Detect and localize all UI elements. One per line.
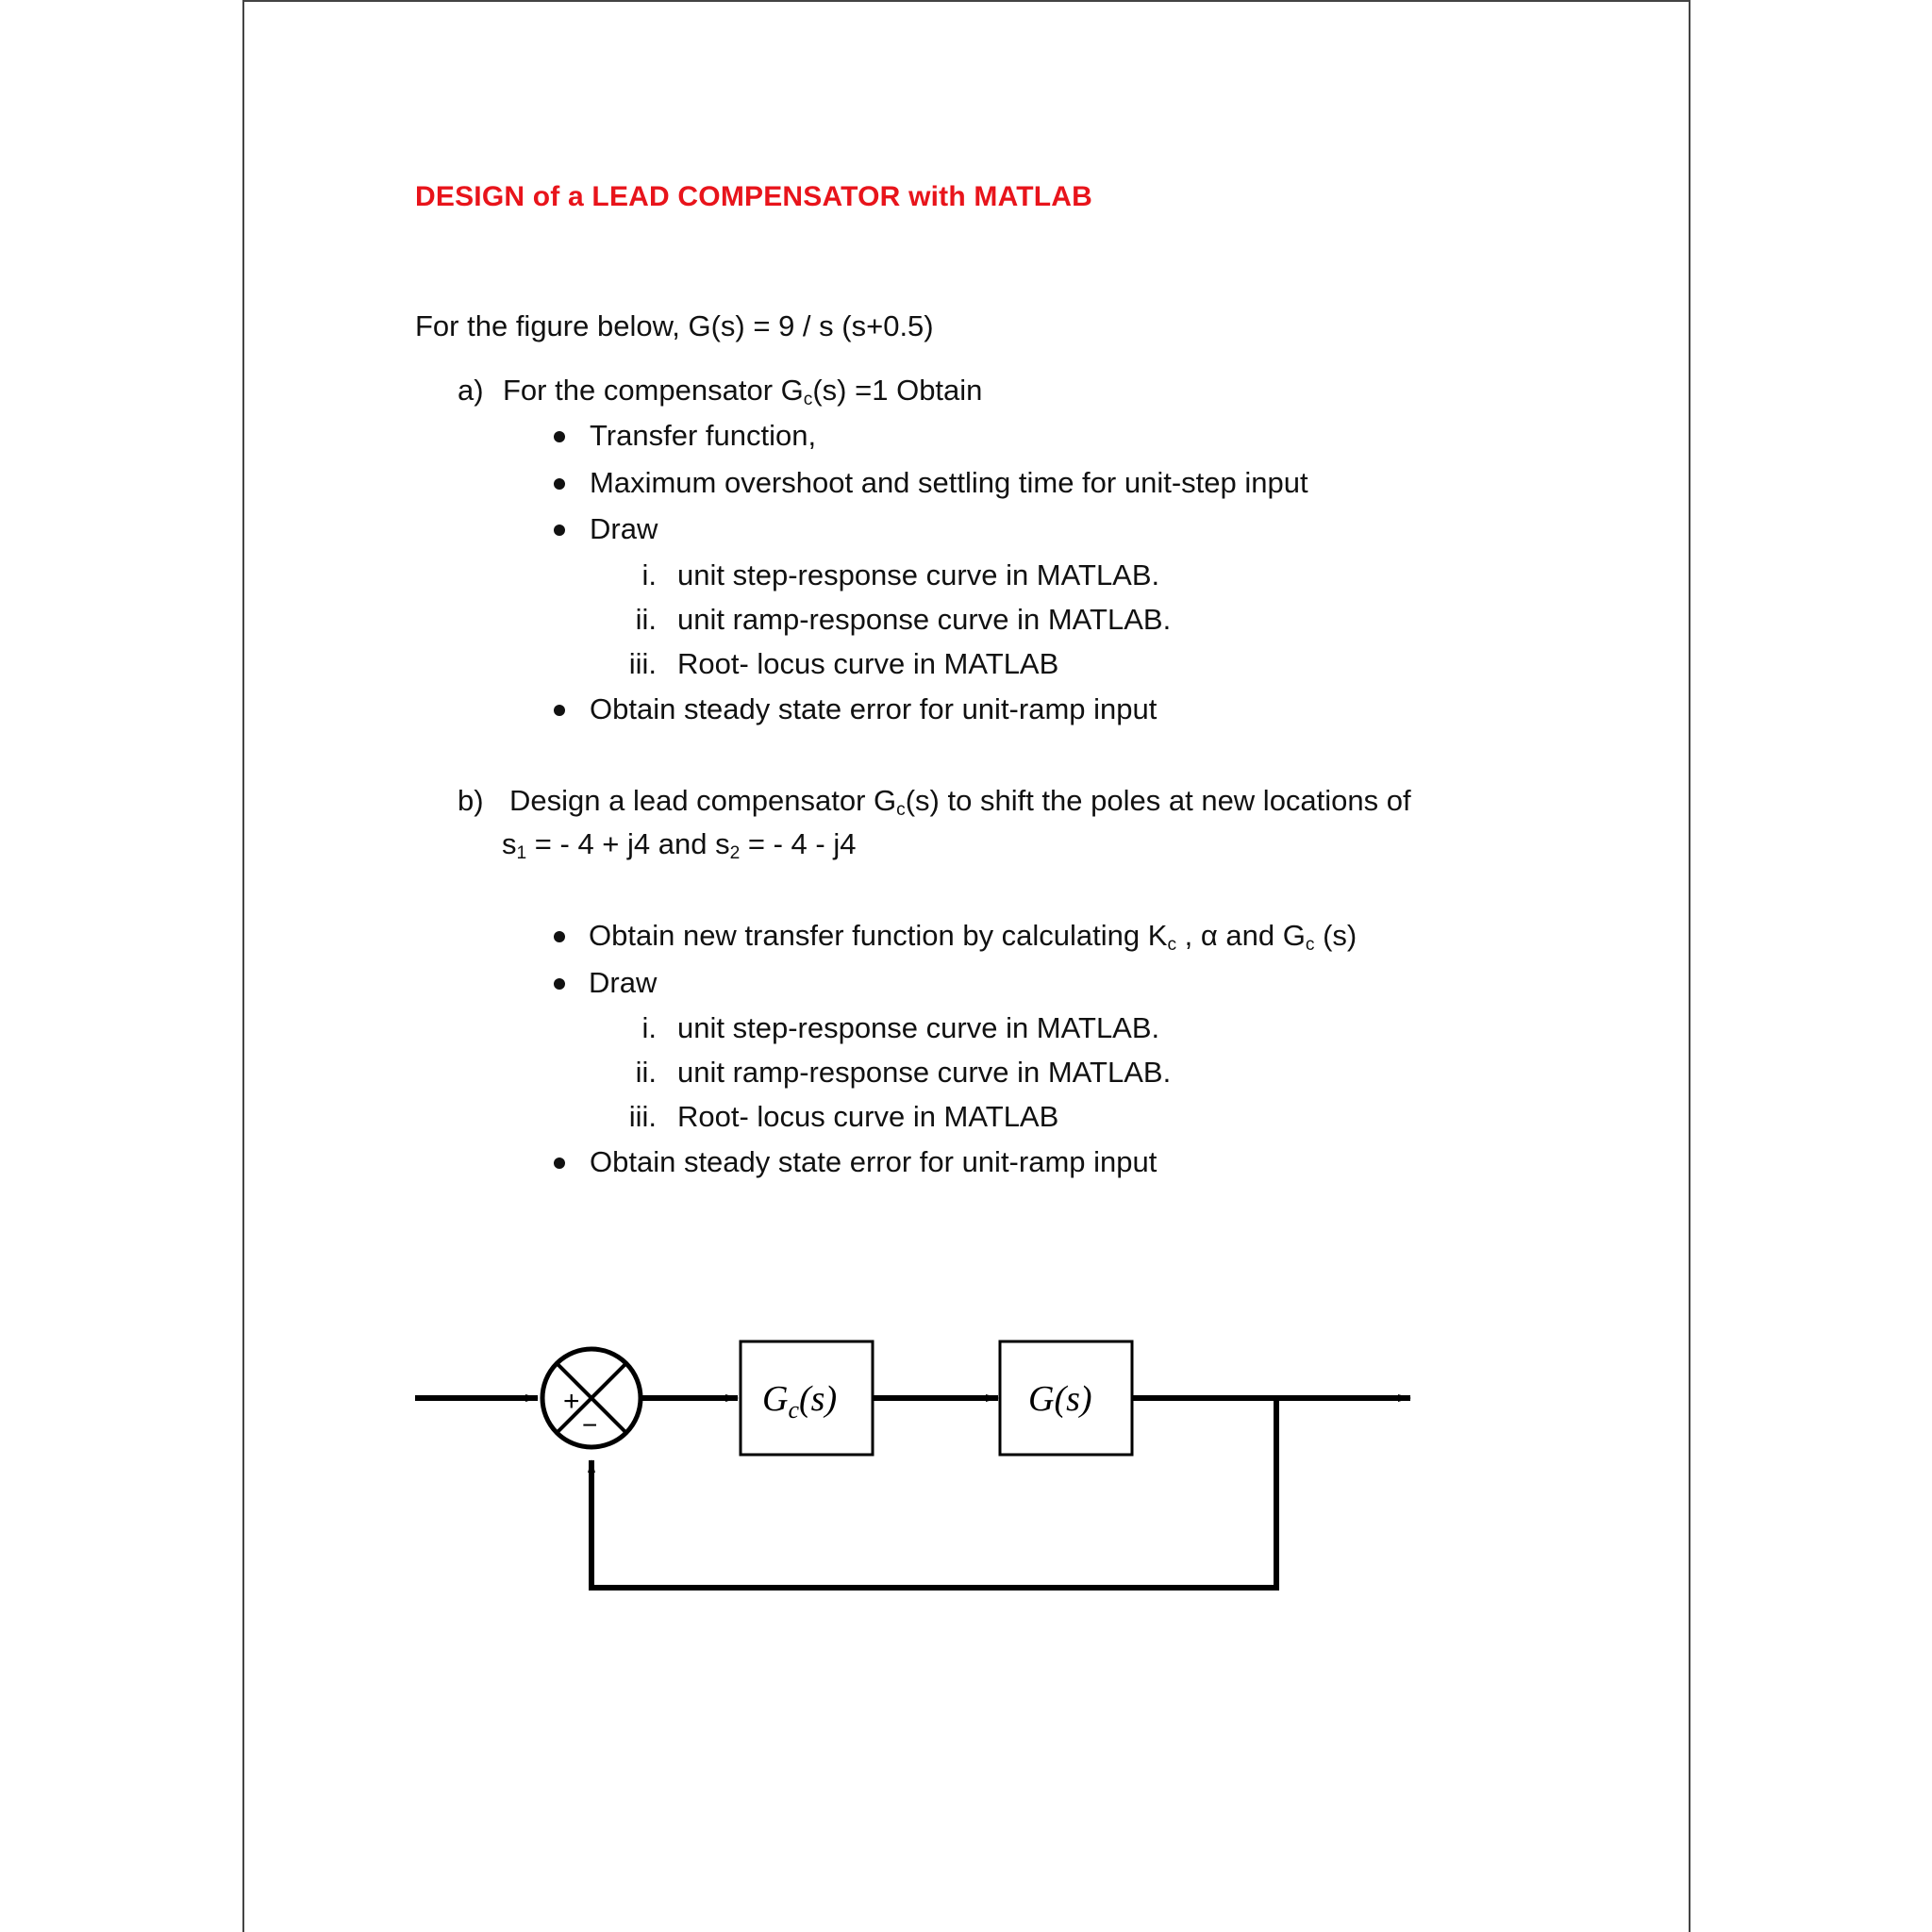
part-b-bullet-2: Draw — [589, 966, 658, 999]
svg-text:G(s): G(s) — [1028, 1379, 1092, 1419]
part-a-draw-item-2: unit ramp-response curve in MATLAB. — [677, 603, 1172, 636]
roman-numeral: ii. — [635, 1056, 657, 1089]
part-a-bullet-3: Draw — [590, 512, 658, 545]
part-b-bullet-1: Obtain new transfer function by calculating $K_c$ , α and $G_c$ (s) — [589, 919, 1357, 955]
bullet-icon — [554, 1158, 565, 1169]
part-a-draw-item-3: Root- locus curve in MATLAB — [677, 647, 1059, 680]
part-a-label: a) — [458, 374, 484, 407]
part-b-draw-item-2: unit ramp-response curve in MATLAB. — [677, 1056, 1172, 1089]
bullet-icon — [554, 931, 565, 942]
bullet-icon — [554, 978, 565, 990]
minus-sign: − — [582, 1410, 598, 1440]
part-b-draw-item-1: unit step-response curve in MATLAB. — [677, 1011, 1160, 1044]
part-b-heading: Design a lead compensator $G_c(s)$ to shift the poles at new locations of — [509, 784, 1411, 820]
feedback-path — [591, 1398, 1276, 1588]
part-a-bullet-1: Transfer function, — [590, 419, 817, 452]
plant-block — [1000, 1341, 1132, 1455]
plus-sign: + — [563, 1386, 580, 1417]
document-page — [242, 0, 1690, 1932]
bullet-icon — [554, 525, 565, 536]
roman-numeral: iii. — [628, 1100, 657, 1133]
svg-text:Gc(s): $G_c(s)$ — [762, 1379, 838, 1424]
roman-numeral: i. — [641, 1011, 657, 1044]
intro-line: For the figure below, G(s) = 9 / s (s+0.5) — [415, 309, 934, 342]
bullet-icon — [554, 705, 565, 716]
compensator-block — [741, 1341, 873, 1455]
page-title: DESIGN of a LEAD COMPENSATOR with MATLAB — [415, 181, 1092, 212]
part-b-label: b) — [458, 784, 484, 817]
part-a-last-bullet: Obtain steady state error for unit-ramp input — [590, 692, 1158, 725]
block-diagram — [406, 1321, 1424, 1604]
summing-junction — [542, 1349, 641, 1447]
roman-numeral: ii. — [635, 603, 657, 636]
roman-numeral: i. — [641, 558, 657, 591]
part-b-pole-locations: $s_1$ = - 4 + j4 and $s_2$ = - 4 - j4 — [502, 827, 857, 863]
part-a-bullet-2: Maximum overshoot and settling time for unit-step input — [590, 466, 1308, 499]
part-b-draw-item-3: Root- locus curve in MATLAB — [677, 1100, 1059, 1133]
part-b-last-bullet: Obtain steady state error for unit-ramp input — [590, 1145, 1158, 1178]
bullet-icon — [554, 431, 565, 442]
roman-numeral: iii. — [628, 647, 657, 680]
bullet-icon — [554, 478, 565, 490]
part-a-draw-item-1: unit step-response curve in MATLAB. — [677, 558, 1160, 591]
part-a-heading: For the compensator $G_c(s) =1$ Obtain — [503, 374, 983, 409]
